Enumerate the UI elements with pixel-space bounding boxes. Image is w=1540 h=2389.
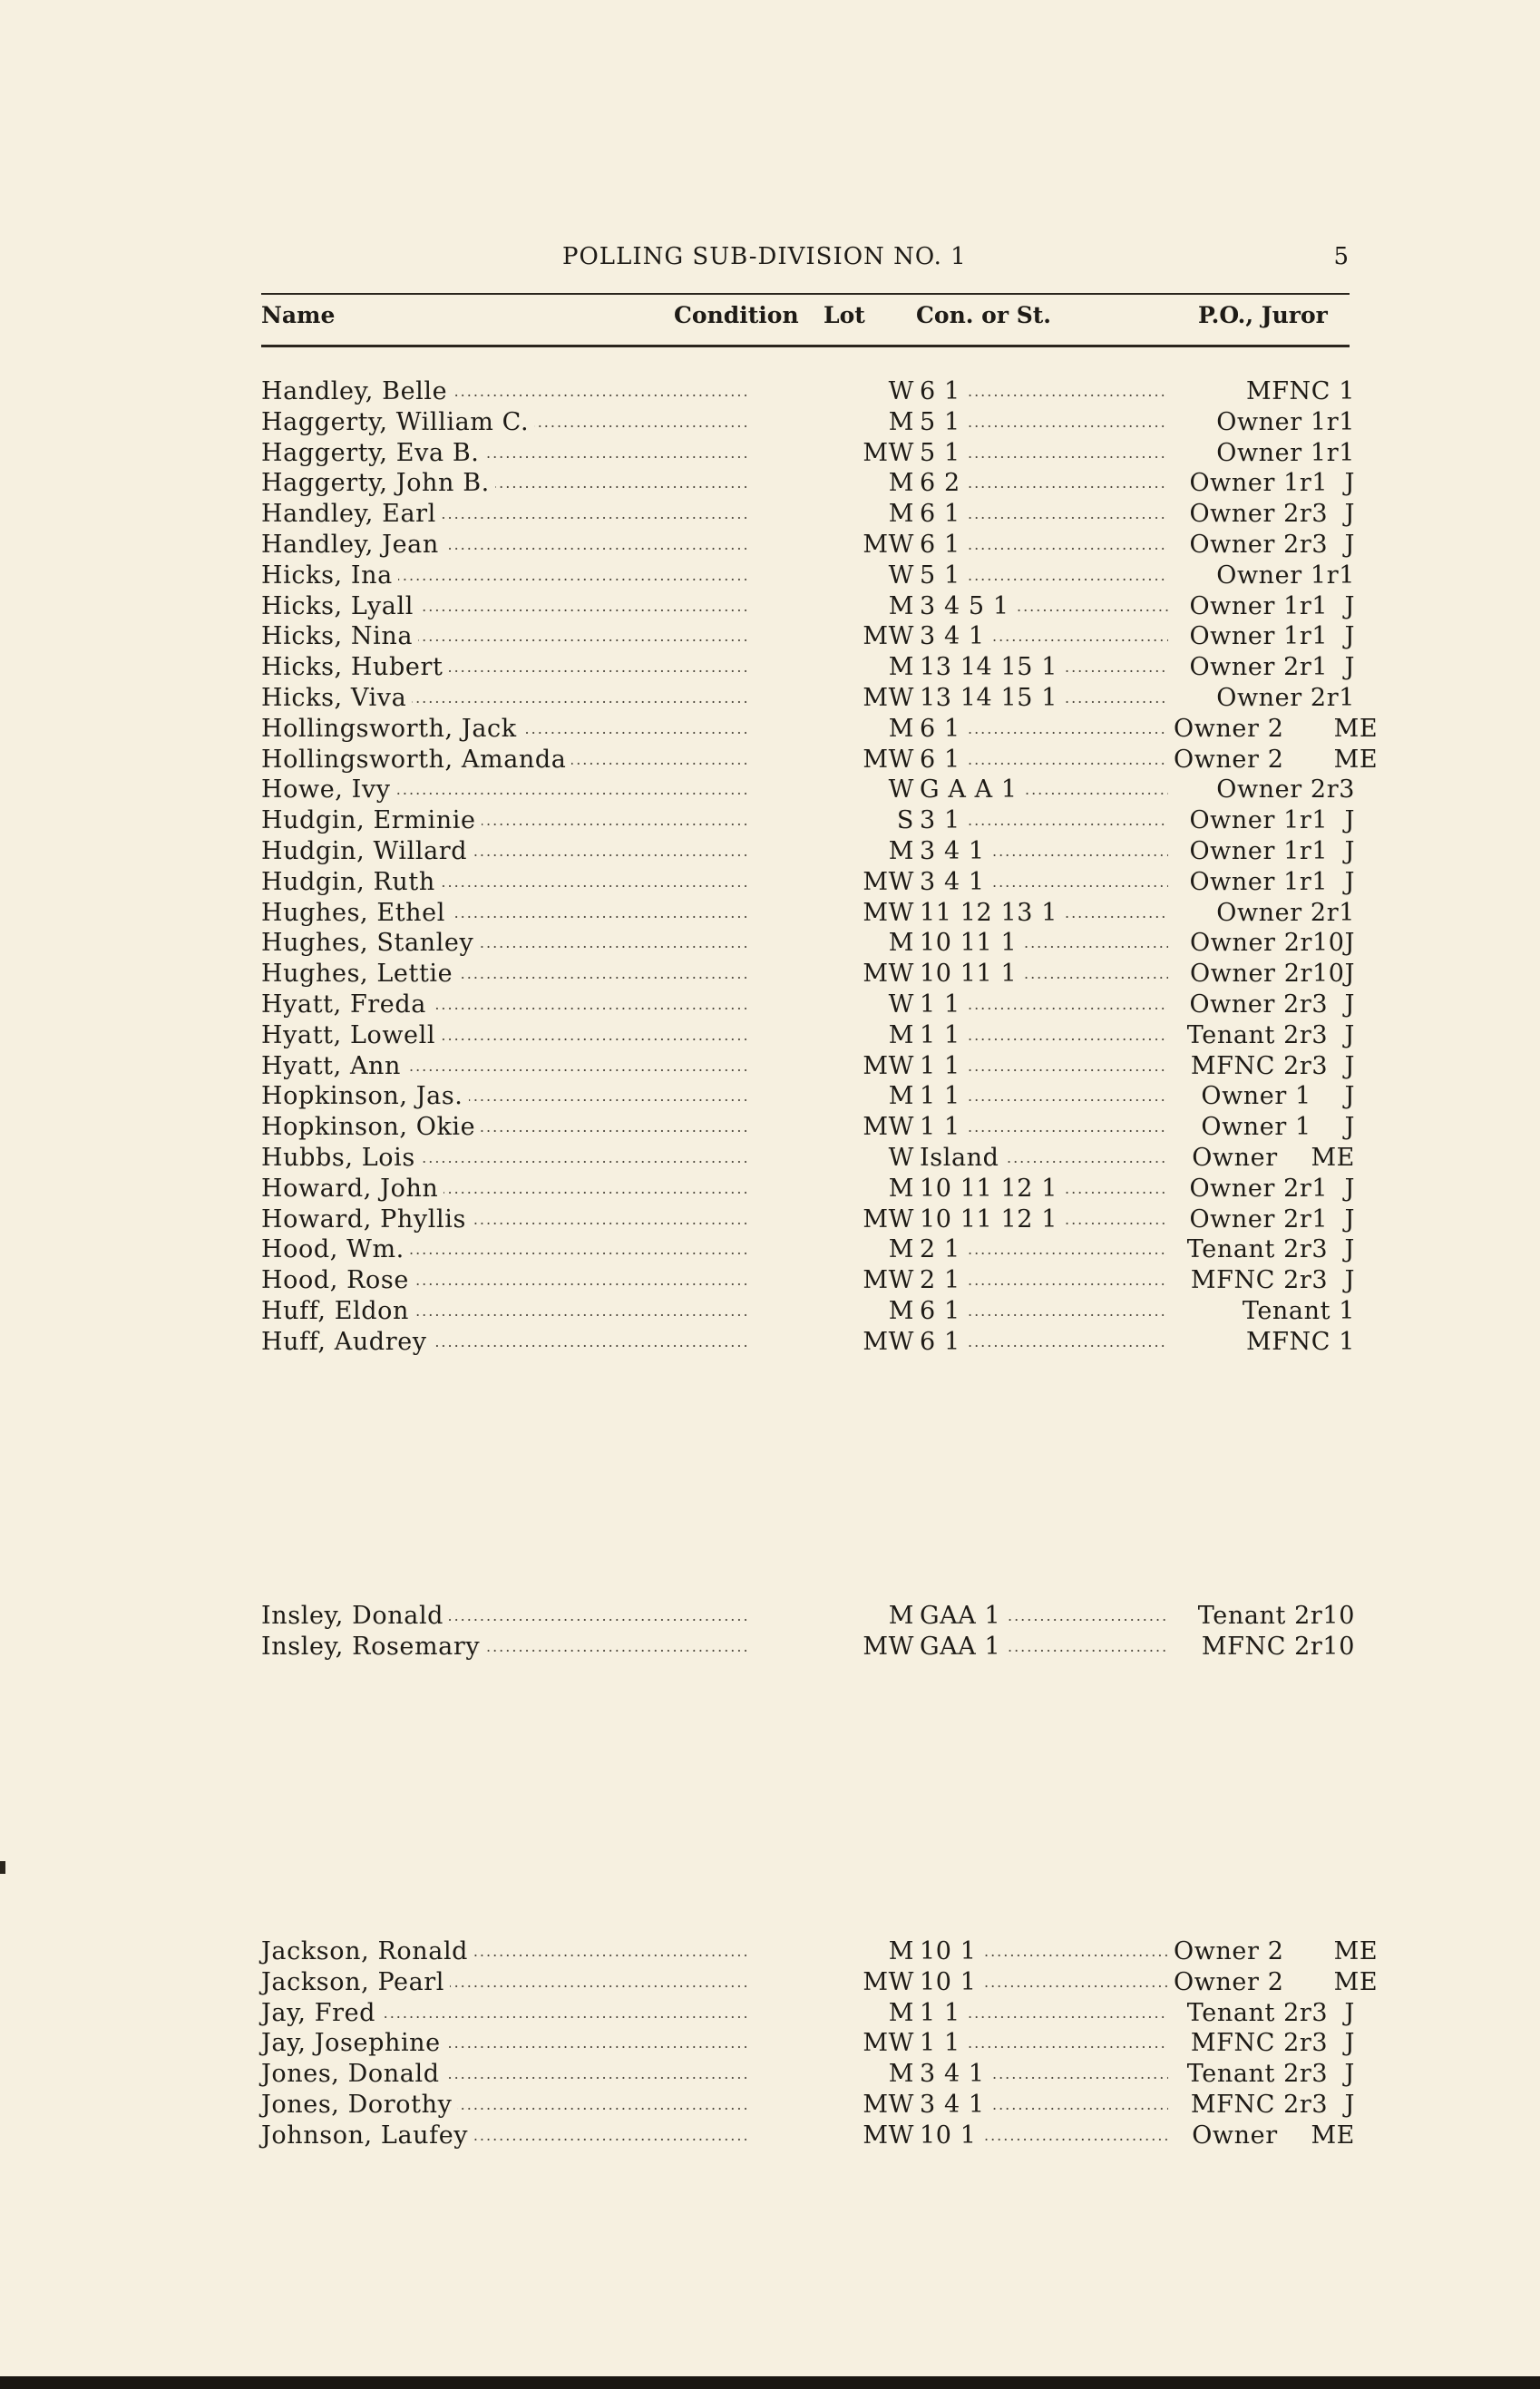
voter-name: Hicks, Viva — [261, 683, 412, 714]
voter-condition: M — [811, 836, 914, 867]
voter-po-juror: Owner 2r1 J — [1168, 1174, 1355, 1204]
voter-po-juror: Tenant 1 — [1168, 1296, 1355, 1327]
voter-lot-con: 10 11 1 — [920, 959, 1024, 990]
voter-po-juror: Owner 2 ME — [1168, 745, 1355, 775]
voter-po-juror: Owner 2r10J — [1168, 928, 1355, 959]
voter-row — [261, 1234, 1355, 1265]
voter-name: Hicks, Nina — [261, 621, 418, 652]
voter-lot-con: G A A 1 — [920, 775, 1025, 805]
voter-po-juror: Tenant 2r10 — [1168, 1601, 1355, 1632]
voter-condition: MW — [811, 1112, 914, 1143]
voter-lot-con: 3 4 1 — [920, 867, 992, 898]
voter-condition: MW — [811, 1265, 914, 1296]
voter-condition: MW — [811, 530, 914, 561]
voter-lot-con: 1 1 — [920, 1998, 968, 2029]
voter-condition: MW — [811, 745, 914, 775]
voter-condition: M — [811, 499, 914, 530]
voter-po-juror: MFNC 2r3 J — [1168, 2028, 1355, 2059]
voter-name: Hughes, Lettie — [261, 959, 458, 990]
voter-name: Hollingsworth, Amanda — [261, 745, 571, 775]
voter-lot-con: 1 1 — [920, 2028, 968, 2059]
voter-condition: MW — [811, 2121, 914, 2151]
voter-name: Huff, Audrey — [261, 1327, 433, 1358]
voter-lot-con: 3 4 5 1 — [920, 591, 1017, 622]
voter-name: Jackson, Ronald — [261, 1936, 473, 1967]
voter-po-juror: Owner 1r1 J — [1168, 836, 1355, 867]
voter-condition: M — [811, 1296, 914, 1327]
voter-lot-con: 6 1 — [920, 714, 968, 745]
voter-po-juror: Owner 2 ME — [1168, 714, 1355, 745]
column-header-con: Con. or St. — [916, 302, 1052, 328]
voter-condition: MW — [811, 867, 914, 898]
voter-condition: MW — [811, 1204, 914, 1235]
voter-po-juror: Owner 1r1 J — [1168, 867, 1355, 898]
voter-po-juror: Owner 2r3 J — [1168, 499, 1355, 530]
voter-condition: MW — [811, 2028, 914, 2059]
voter-po-juror: MFNC 2r3 J — [1168, 1265, 1355, 1296]
voter-po-juror: Owner 2 ME — [1168, 1936, 1355, 1967]
voter-name: Howe, Ivy — [261, 775, 396, 805]
voter-name: Hood, Wm. — [261, 1234, 410, 1265]
voter-condition: W — [811, 775, 914, 805]
voter-po-juror: Tenant 2r3 J — [1168, 1234, 1355, 1265]
voter-lot-con: 6 2 — [920, 468, 968, 499]
voter-row — [261, 561, 1355, 591]
voter-po-juror: Owner 1r1 — [1168, 438, 1355, 469]
column-header-name: Name — [261, 302, 336, 328]
voter-po-juror: MFNC 2r3 J — [1168, 1051, 1355, 1082]
voter-name: Hollingsworth, Jack — [261, 714, 522, 745]
voter-name: Jay, Fred — [261, 1998, 381, 2029]
voter-condition: M — [811, 591, 914, 622]
voter-lot-con: 10 1 — [920, 1967, 984, 1998]
voter-name: Hubbs, Lois — [261, 1143, 421, 1174]
column-header-condition: Condition — [674, 302, 799, 328]
voter-po-juror: Tenant 2r3 J — [1168, 1998, 1355, 2029]
voter-lot-con: 3 1 — [920, 805, 968, 836]
voter-condition: W — [811, 990, 914, 1020]
voter-po-juror: Owner 2r3 — [1168, 775, 1355, 805]
voter-lot-con: 3 4 1 — [920, 621, 992, 652]
voter-condition: S — [811, 805, 914, 836]
voter-row — [261, 1296, 1355, 1327]
voter-condition: MW — [811, 1327, 914, 1358]
voter-row — [261, 990, 1355, 1020]
voter-condition: M — [811, 1998, 914, 2029]
voter-row — [261, 2090, 1355, 2121]
voter-po-juror: MFNC 2r10 — [1168, 1632, 1355, 1663]
voter-row — [261, 1204, 1355, 1235]
voter-condition: M — [811, 2059, 914, 2090]
voter-list-section-j — [261, 1936, 1379, 2151]
voter-condition: M — [811, 928, 914, 959]
voter-lot-con: 6 1 — [920, 1327, 968, 1358]
voter-row — [261, 683, 1355, 714]
voter-condition: MW — [811, 683, 914, 714]
page-number: 5 — [1333, 243, 1350, 270]
voter-condition: W — [811, 376, 914, 407]
header-rule-bottom — [261, 345, 1350, 347]
voter-condition: MW — [811, 2090, 914, 2121]
voter-lot-con: 10 1 — [920, 1936, 984, 1967]
voter-lot-con: GAA 1 — [920, 1601, 1008, 1632]
voter-po-juror: Owner 2r3 J — [1168, 530, 1355, 561]
voter-row — [261, 2121, 1355, 2151]
voter-row — [261, 775, 1355, 805]
voter-name: Handley, Jean — [261, 530, 444, 561]
voter-row — [261, 376, 1355, 407]
voter-condition: W — [811, 1143, 914, 1174]
voter-row — [261, 2028, 1355, 2059]
voter-name: Huff, Eldon — [261, 1296, 414, 1327]
voter-row — [261, 1112, 1355, 1143]
voter-row — [261, 1143, 1355, 1174]
voter-row — [261, 836, 1355, 867]
voter-row — [261, 652, 1355, 683]
voter-name: Hudgin, Willard — [261, 836, 473, 867]
voter-name: Insley, Donald — [261, 1601, 449, 1632]
voter-po-juror: Tenant 2r3 J — [1168, 2059, 1355, 2090]
voter-lot-con: 13 14 15 1 — [920, 683, 1065, 714]
voter-po-juror: Owner 2 ME — [1168, 1967, 1355, 1998]
voter-row — [261, 1601, 1355, 1632]
voter-name: Howard, John — [261, 1174, 443, 1204]
voter-lot-con: 10 11 12 1 — [920, 1174, 1065, 1204]
voter-name: Hudgin, Erminie — [261, 805, 482, 836]
voter-row — [261, 898, 1355, 929]
voter-condition: M — [811, 1601, 914, 1632]
voter-name: Hyatt, Freda — [261, 990, 432, 1020]
voter-row — [261, 438, 1355, 469]
voter-lot-con: 2 1 — [920, 1265, 968, 1296]
voter-lot-con: 1 1 — [920, 1051, 968, 1082]
voter-condition: MW — [811, 959, 914, 990]
voter-row — [261, 407, 1355, 438]
voter-lot-con: 13 14 15 1 — [920, 652, 1065, 683]
voter-row — [261, 621, 1355, 652]
voter-name: Jones, Donald — [261, 2059, 445, 2090]
voter-row — [261, 2059, 1355, 2090]
voter-row — [261, 591, 1355, 622]
voter-name: Howard, Phyllis — [261, 1204, 472, 1235]
voter-name: Haggerty, William C. — [261, 407, 534, 438]
voter-name: Hood, Rose — [261, 1265, 414, 1296]
voter-condition: M — [811, 652, 914, 683]
scan-bottom-edge — [0, 2376, 1540, 2389]
voter-name: Hughes, Stanley — [261, 928, 479, 959]
voter-name: Haggerty, John B. — [261, 468, 495, 499]
voter-condition: MW — [811, 621, 914, 652]
voter-row — [261, 1081, 1355, 1112]
voter-row — [261, 959, 1355, 990]
voter-lot-con: 1 1 — [920, 1081, 968, 1112]
voter-lot-con: 10 11 12 1 — [920, 1204, 1065, 1235]
voter-name: Jay, Josephine — [261, 2028, 446, 2059]
voter-lot-con: 5 1 — [920, 438, 968, 469]
voter-lot-con: 2 1 — [920, 1234, 968, 1265]
column-header-lot: Lot — [824, 302, 865, 328]
voter-lot-con: 1 1 — [920, 1112, 968, 1143]
voter-condition: M — [811, 1936, 914, 1967]
voter-lot-con: 6 1 — [920, 1296, 968, 1327]
voter-po-juror: Owner ME — [1168, 2121, 1355, 2151]
voter-lot-con: 3 4 1 — [920, 2090, 992, 2121]
voter-condition: MW — [811, 1632, 914, 1663]
voter-po-juror: Owner 1r1 J — [1168, 621, 1355, 652]
voter-condition: MW — [811, 1051, 914, 1082]
voter-po-juror: Owner ME — [1168, 1143, 1355, 1174]
voter-po-juror: Owner 1r1 — [1168, 561, 1355, 591]
voter-row — [261, 1936, 1379, 1967]
voter-lot-con: 6 1 — [920, 499, 968, 530]
voter-row — [261, 745, 1379, 775]
voter-condition: M — [811, 714, 914, 745]
voter-name: Hudgin, Ruth — [261, 867, 441, 898]
voter-lot-con: 10 1 — [920, 2121, 984, 2151]
voter-name: Hyatt, Lowell — [261, 1020, 441, 1051]
voter-row — [261, 1265, 1355, 1296]
voter-row — [261, 805, 1355, 836]
column-headers — [261, 302, 1350, 338]
voter-condition: MW — [811, 898, 914, 929]
voter-lot-con: 6 1 — [920, 376, 968, 407]
voter-lot-con: 3 4 1 — [920, 836, 992, 867]
voter-row — [261, 1327, 1355, 1358]
voter-name: Hopkinson, Okie — [261, 1112, 481, 1143]
voter-row — [261, 499, 1355, 530]
voter-po-juror: Owner 2r1 J — [1168, 1204, 1355, 1235]
voter-row — [261, 530, 1355, 561]
voter-name: Hyatt, Ann — [261, 1051, 406, 1082]
voter-condition: M — [811, 1081, 914, 1112]
voter-po-juror: Owner 2r3 J — [1168, 990, 1355, 1020]
voter-row — [261, 1967, 1379, 1998]
voter-name: Handley, Belle — [261, 376, 453, 407]
voter-po-juror: Owner 1 J — [1168, 1081, 1355, 1112]
voter-po-juror: MFNC 1 — [1168, 376, 1355, 407]
voter-lot-con: 6 1 — [920, 530, 968, 561]
voter-row — [261, 714, 1379, 745]
voter-lot-con: 10 11 1 — [920, 928, 1024, 959]
voter-row — [261, 1998, 1355, 2029]
voter-name: Johnson, Laufey — [261, 2121, 473, 2151]
voter-po-juror: Tenant 2r3 J — [1168, 1020, 1355, 1051]
voter-po-juror: Owner 1r1 J — [1168, 591, 1355, 622]
voter-condition: M — [811, 407, 914, 438]
voter-list-section-h — [261, 376, 1379, 1358]
voter-row — [261, 928, 1355, 959]
voter-lot-con: 5 1 — [920, 561, 968, 591]
voter-name: Hicks, Hubert — [261, 652, 448, 683]
voter-lot-con: 6 1 — [920, 745, 968, 775]
voter-name: Hopkinson, Jas. — [261, 1081, 469, 1112]
voter-po-juror: Owner 1r1 — [1168, 407, 1355, 438]
voter-row — [261, 1020, 1355, 1051]
voter-row — [261, 867, 1355, 898]
voter-row — [261, 468, 1355, 499]
header-rule-top — [261, 293, 1350, 295]
voter-po-juror: MFNC 1 — [1168, 1327, 1355, 1358]
voter-row — [261, 1174, 1355, 1204]
voter-po-juror: Owner 1r1 J — [1168, 468, 1355, 499]
voter-lot-con: 1 1 — [920, 1020, 968, 1051]
voter-name: Jones, Dorothy — [261, 2090, 457, 2121]
voter-po-juror: Owner 1r1 J — [1168, 805, 1355, 836]
voter-name: Handley, Earl — [261, 499, 442, 530]
column-header-po-juror: P.O., Juror — [1198, 302, 1328, 328]
voter-lot-con: GAA 1 — [920, 1632, 1008, 1663]
voter-po-juror: Owner 2r10J — [1168, 959, 1355, 990]
page-title: POLLING SUB-DIVISION NO. 1 — [562, 243, 967, 270]
voter-po-juror: Owner 1 J — [1168, 1112, 1355, 1143]
voter-po-juror: Owner 2r1 — [1168, 898, 1355, 929]
voter-condition: MW — [811, 438, 914, 469]
voter-name: Hicks, Ina — [261, 561, 398, 591]
voter-list-section-i — [261, 1601, 1355, 1663]
voter-condition: M — [811, 468, 914, 499]
voter-lot-con: 3 4 1 — [920, 2059, 992, 2090]
voter-lot-con: 5 1 — [920, 407, 968, 438]
scan-edge-mark — [0, 1861, 5, 1874]
voter-lot-con: Island — [920, 1143, 1007, 1174]
voter-name: Insley, Rosemary — [261, 1632, 485, 1663]
voter-condition: M — [811, 1020, 914, 1051]
voter-lot-con: 1 1 — [920, 990, 968, 1020]
voter-row — [261, 1632, 1355, 1663]
voter-po-juror: Owner 2r1 J — [1168, 652, 1355, 683]
voter-po-juror: MFNC 2r3 J — [1168, 2090, 1355, 2121]
voter-name: Hicks, Lyall — [261, 591, 419, 622]
voter-po-juror: Owner 2r1 — [1168, 683, 1355, 714]
voter-condition: MW — [811, 1967, 914, 1998]
voter-condition: M — [811, 1234, 914, 1265]
voter-name: Jackson, Pearl — [261, 1967, 450, 1998]
voter-condition: M — [811, 1174, 914, 1204]
voter-name: Hughes, Ethel — [261, 898, 451, 929]
voter-row — [261, 1051, 1355, 1082]
voter-lot-con: 11 12 13 1 — [920, 898, 1065, 929]
voter-condition: W — [811, 561, 914, 591]
voter-name: Haggerty, Eva B. — [261, 438, 484, 469]
